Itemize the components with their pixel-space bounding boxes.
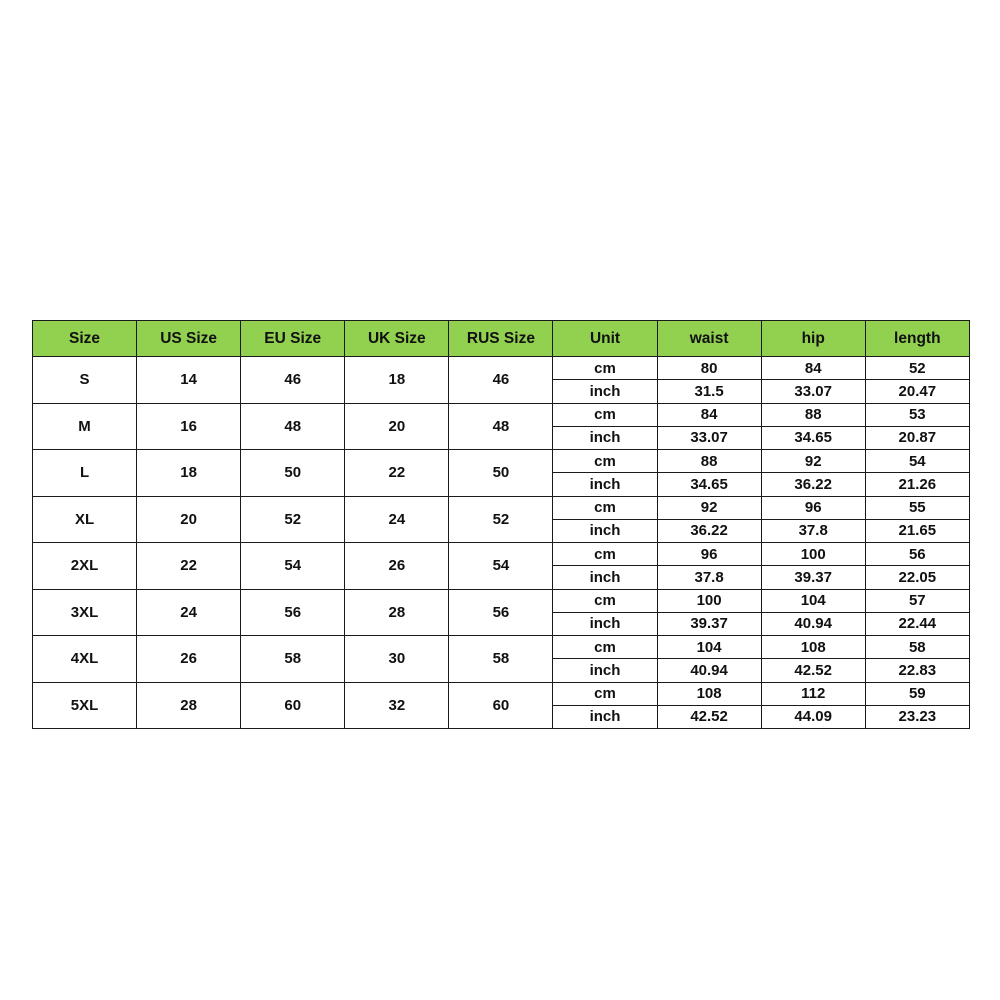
uk-size-cell: 28 [345, 589, 449, 636]
unit-cell: inch [553, 566, 657, 589]
waist-cell: 40.94 [657, 659, 761, 682]
header-uk-size: UK Size [345, 321, 449, 357]
size-chart-table [32, 320, 970, 729]
eu-size-cell: 52 [241, 496, 345, 543]
rus-size-cell: 46 [449, 357, 553, 404]
size-cell: M [33, 403, 137, 450]
waist-cell: 34.65 [657, 473, 761, 496]
length-cell: 54 [865, 450, 969, 473]
hip-cell: 88 [761, 403, 865, 426]
hip-cell: 100 [761, 543, 865, 566]
length-cell: 52 [865, 357, 969, 380]
hip-cell: 33.07 [761, 380, 865, 403]
length-cell: 21.26 [865, 473, 969, 496]
table-header [33, 321, 970, 357]
table-row [33, 357, 970, 380]
waist-cell: 42.52 [657, 705, 761, 728]
header-us-size: US Size [137, 321, 241, 357]
header-length: length [865, 321, 969, 357]
unit-cell: cm [553, 636, 657, 659]
unit-cell: inch [553, 612, 657, 635]
hip-cell: 92 [761, 450, 865, 473]
unit-cell: inch [553, 426, 657, 449]
unit-cell: cm [553, 496, 657, 519]
waist-cell: 31.5 [657, 380, 761, 403]
hip-cell: 36.22 [761, 473, 865, 496]
waist-cell: 88 [657, 450, 761, 473]
length-cell: 22.05 [865, 566, 969, 589]
eu-size-cell: 60 [241, 682, 345, 729]
rus-size-cell: 52 [449, 496, 553, 543]
length-cell: 59 [865, 682, 969, 705]
hip-cell: 104 [761, 589, 865, 612]
unit-cell: cm [553, 543, 657, 566]
waist-cell: 39.37 [657, 612, 761, 635]
waist-cell: 36.22 [657, 519, 761, 542]
unit-cell: inch [553, 705, 657, 728]
header-eu-size: EU Size [241, 321, 345, 357]
uk-size-cell: 20 [345, 403, 449, 450]
header-row [33, 321, 970, 357]
eu-size-cell: 58 [241, 636, 345, 683]
waist-cell: 92 [657, 496, 761, 519]
table-row [33, 682, 970, 705]
hip-cell: 37.8 [761, 519, 865, 542]
uk-size-cell: 22 [345, 450, 449, 497]
length-cell: 22.44 [865, 612, 969, 635]
unit-cell: cm [553, 403, 657, 426]
us-size-cell: 22 [137, 543, 241, 590]
size-cell: S [33, 357, 137, 404]
length-cell: 23.23 [865, 705, 969, 728]
hip-cell: 42.52 [761, 659, 865, 682]
hip-cell: 112 [761, 682, 865, 705]
rus-size-cell: 56 [449, 589, 553, 636]
eu-size-cell: 56 [241, 589, 345, 636]
uk-size-cell: 24 [345, 496, 449, 543]
uk-size-cell: 26 [345, 543, 449, 590]
us-size-cell: 28 [137, 682, 241, 729]
waist-cell: 37.8 [657, 566, 761, 589]
hip-cell: 34.65 [761, 426, 865, 449]
waist-cell: 108 [657, 682, 761, 705]
length-cell: 20.87 [865, 426, 969, 449]
table-row [33, 403, 970, 426]
hip-cell: 39.37 [761, 566, 865, 589]
length-cell: 58 [865, 636, 969, 659]
hip-cell: 40.94 [761, 612, 865, 635]
hip-cell: 44.09 [761, 705, 865, 728]
rus-size-cell: 50 [449, 450, 553, 497]
hip-cell: 84 [761, 357, 865, 380]
eu-size-cell: 46 [241, 357, 345, 404]
unit-cell: cm [553, 450, 657, 473]
size-cell: L [33, 450, 137, 497]
us-size-cell: 24 [137, 589, 241, 636]
rus-size-cell: 58 [449, 636, 553, 683]
table-row [33, 543, 970, 566]
waist-cell: 100 [657, 589, 761, 612]
header-size: Size [33, 321, 137, 357]
unit-cell: inch [553, 380, 657, 403]
header-waist: waist [657, 321, 761, 357]
us-size-cell: 20 [137, 496, 241, 543]
eu-size-cell: 50 [241, 450, 345, 497]
us-size-cell: 18 [137, 450, 241, 497]
eu-size-cell: 48 [241, 403, 345, 450]
length-cell: 22.83 [865, 659, 969, 682]
length-cell: 56 [865, 543, 969, 566]
uk-size-cell: 18 [345, 357, 449, 404]
length-cell: 57 [865, 589, 969, 612]
hip-cell: 108 [761, 636, 865, 659]
table-row [33, 496, 970, 519]
size-cell: 2XL [33, 543, 137, 590]
header-unit: Unit [553, 321, 657, 357]
table-row [33, 450, 970, 473]
unit-cell: cm [553, 682, 657, 705]
unit-cell: inch [553, 473, 657, 496]
waist-cell: 80 [657, 357, 761, 380]
size-cell: XL [33, 496, 137, 543]
waist-cell: 33.07 [657, 426, 761, 449]
length-cell: 20.47 [865, 380, 969, 403]
rus-size-cell: 48 [449, 403, 553, 450]
unit-cell: inch [553, 519, 657, 542]
us-size-cell: 14 [137, 357, 241, 404]
table-row [33, 636, 970, 659]
length-cell: 53 [865, 403, 969, 426]
length-cell: 55 [865, 496, 969, 519]
unit-cell: cm [553, 589, 657, 612]
size-cell: 3XL [33, 589, 137, 636]
header-rus-size: RUS Size [449, 321, 553, 357]
length-cell: 21.65 [865, 519, 969, 542]
table-row [33, 589, 970, 612]
uk-size-cell: 32 [345, 682, 449, 729]
unit-cell: inch [553, 659, 657, 682]
size-cell: 4XL [33, 636, 137, 683]
size-cell: 5XL [33, 682, 137, 729]
header-hip: hip [761, 321, 865, 357]
rus-size-cell: 54 [449, 543, 553, 590]
uk-size-cell: 30 [345, 636, 449, 683]
waist-cell: 84 [657, 403, 761, 426]
unit-cell: cm [553, 357, 657, 380]
us-size-cell: 26 [137, 636, 241, 683]
waist-cell: 96 [657, 543, 761, 566]
table-body [33, 357, 970, 729]
waist-cell: 104 [657, 636, 761, 659]
rus-size-cell: 60 [449, 682, 553, 729]
hip-cell: 96 [761, 496, 865, 519]
us-size-cell: 16 [137, 403, 241, 450]
eu-size-cell: 54 [241, 543, 345, 590]
